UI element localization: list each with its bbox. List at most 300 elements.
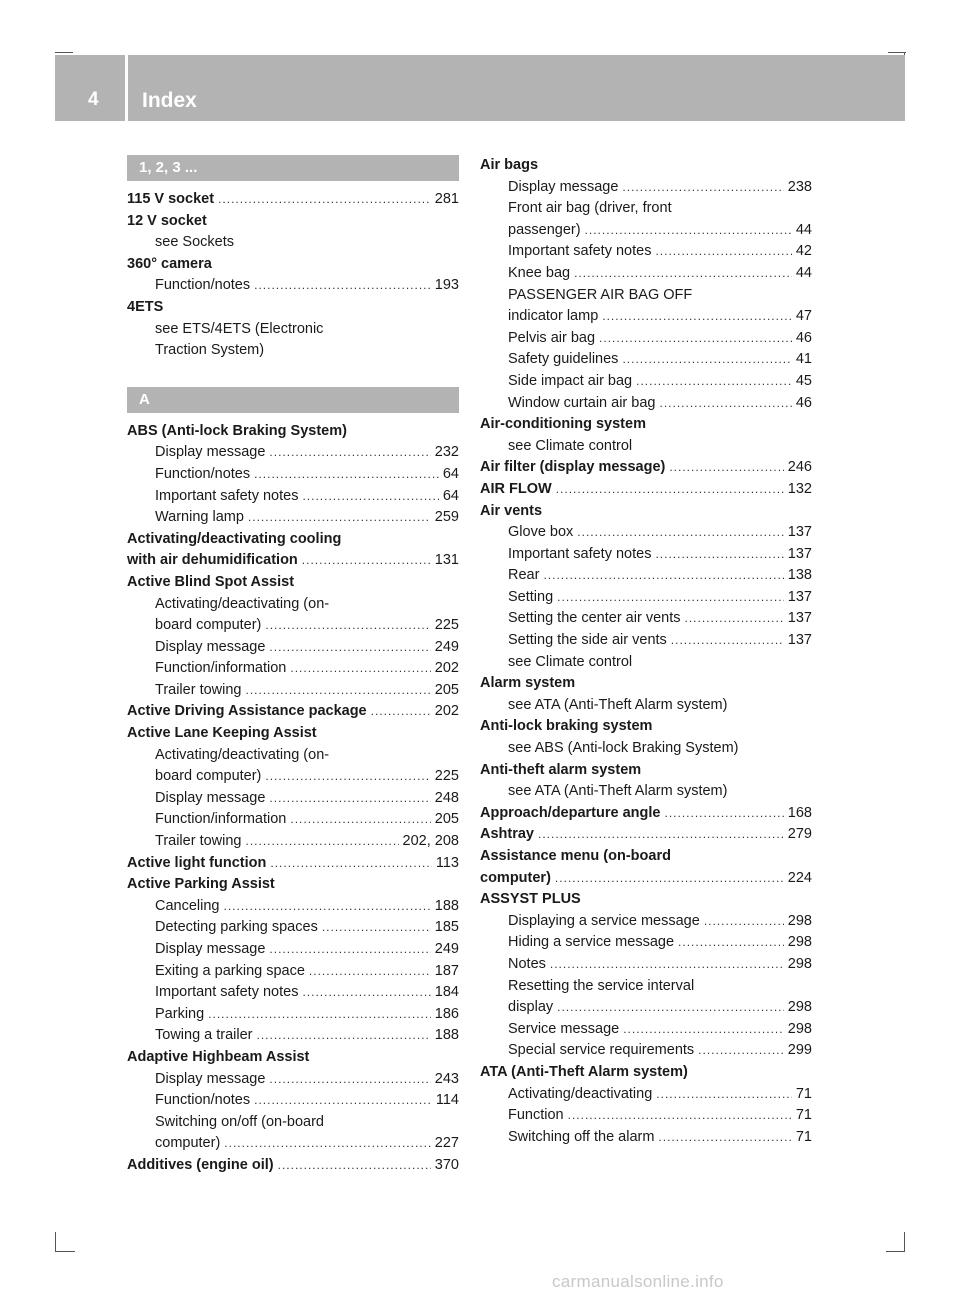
dot-leader	[224, 1133, 431, 1155]
entry-text: AIR FLOW	[480, 480, 552, 497]
index-subentry	[480, 587, 812, 609]
index-subentry	[480, 285, 812, 307]
page-reference: 137	[787, 545, 812, 562]
index-subentry	[127, 1069, 459, 1091]
index-subentry	[480, 393, 812, 415]
index-section-heading: A	[127, 387, 459, 413]
page-reference: 186	[434, 1005, 459, 1022]
entry-text: Important safety notes	[508, 243, 652, 260]
index-entry	[480, 846, 812, 868]
page-reference: 205	[434, 811, 459, 828]
entry-text: see ATA (Anti-Theft Alarm system)	[508, 783, 728, 800]
page-reference: 64	[442, 465, 459, 482]
crop-mark	[55, 1251, 75, 1252]
page-reference: 44	[795, 221, 812, 238]
page-reference: 298	[787, 912, 812, 929]
page-reference: 46	[795, 394, 812, 411]
entry-text: Rear	[508, 567, 540, 584]
entry-text: Hiding a service message	[508, 934, 675, 951]
entry-text: see ABS (Anti-lock Braking System)	[508, 740, 739, 757]
dot-leader	[265, 766, 430, 788]
entry-text: Knee bag	[508, 264, 571, 281]
index-subentry	[480, 349, 812, 371]
index-subentry	[480, 781, 812, 803]
index-entry	[127, 1047, 459, 1069]
page-reference: 184	[434, 984, 459, 1001]
index-subentry	[480, 522, 812, 544]
entry-text: Air filter (display message)	[480, 459, 666, 476]
entry-text: Active Driving Assistance package	[127, 703, 367, 720]
dot-leader	[557, 587, 784, 609]
dot-leader	[248, 507, 431, 529]
entry-text: Additives (engine oil)	[127, 1156, 274, 1173]
entry-text: Function/information	[155, 811, 287, 828]
index-entry	[127, 421, 459, 443]
dot-leader	[269, 939, 430, 961]
index-subentry	[127, 486, 459, 508]
page-reference: 185	[434, 919, 459, 936]
page-reference: 71	[795, 1085, 812, 1102]
entry-text: Notes	[508, 955, 546, 972]
entry-text: board computer)	[155, 617, 262, 634]
index-entry	[480, 1062, 812, 1084]
page-reference: 41	[795, 351, 812, 368]
page-reference: 187	[434, 962, 459, 979]
entry-text: Air bags	[480, 157, 539, 173]
index-subentry	[127, 831, 459, 853]
index-column-right	[480, 155, 812, 1148]
entry-text: Front air bag (driver, front	[508, 200, 672, 217]
index-entry	[127, 211, 459, 233]
entry-text: PASSENGER AIR BAG OFF	[508, 286, 693, 303]
index-subentry	[127, 319, 459, 341]
index-subentry	[480, 695, 812, 717]
entry-text: Traction System)	[155, 342, 265, 359]
index-subentry	[480, 436, 812, 458]
dot-leader	[246, 680, 431, 702]
entry-text: Display message	[155, 1070, 266, 1087]
index-subentry	[127, 232, 459, 254]
index-entry	[480, 760, 812, 782]
page-reference: 281	[434, 191, 459, 207]
index-subentry	[127, 637, 459, 659]
index-entry	[127, 572, 459, 594]
index-entry	[480, 155, 812, 177]
page-reference: 202	[434, 703, 459, 720]
dot-leader	[658, 1127, 791, 1149]
page-reference: 249	[434, 941, 459, 957]
dot-leader	[585, 220, 792, 242]
entry-text: Window curtain air bag	[508, 394, 656, 411]
index-entry	[127, 254, 459, 276]
dot-leader	[622, 177, 783, 199]
page-reference: 202	[434, 660, 459, 677]
page-reference: 137	[787, 610, 812, 627]
entry-text: Display message	[155, 941, 266, 957]
dot-leader	[290, 658, 430, 680]
page-reference: 46	[795, 329, 812, 346]
page-reference: 298	[787, 955, 812, 972]
index-subentry	[480, 1040, 812, 1062]
dot-leader	[660, 393, 792, 415]
page-reference: 64	[442, 487, 459, 504]
watermark: carmanualsonline.info	[552, 1272, 724, 1291]
index-subentry	[127, 896, 459, 918]
index-subentry	[127, 1025, 459, 1047]
entry-text: see ETS/4ETS (Electronic	[155, 320, 324, 337]
entry-text: Adaptive Highbeam Assist	[127, 1048, 310, 1065]
dot-leader	[704, 911, 784, 933]
entry-text: Resetting the service interval	[508, 977, 695, 994]
dot-leader	[322, 917, 431, 939]
entry-text: Important safety notes	[508, 545, 652, 562]
entry-text: Setting	[508, 588, 554, 605]
page-reference: 298	[787, 934, 812, 951]
dot-leader	[208, 1004, 431, 1026]
entry-text: Anti-theft alarm system	[480, 761, 642, 778]
entry-text: Active Blind Spot Assist	[127, 573, 295, 590]
index-subentry	[127, 658, 459, 680]
entry-text: Activating/deactivating	[508, 1085, 653, 1102]
entry-text: Side impact air bag	[508, 372, 633, 389]
entry-text: Function	[508, 1107, 564, 1124]
index-subentry	[480, 198, 812, 220]
entry-text: Display message	[508, 178, 619, 195]
page-reference: 71	[795, 1107, 812, 1124]
dot-leader	[278, 1155, 431, 1177]
index-subentry	[127, 594, 459, 616]
dot-leader	[602, 306, 792, 328]
entry-text: Displaying a service message	[508, 912, 700, 929]
dot-leader	[302, 982, 430, 1004]
index-subentry	[480, 911, 812, 933]
page-reference: 193	[434, 277, 459, 294]
dot-leader	[269, 1069, 430, 1091]
dot-leader	[538, 824, 784, 846]
entry-text: Activating/deactivating (on-	[155, 595, 330, 612]
index-subentry	[480, 630, 812, 652]
dot-leader	[265, 615, 430, 637]
dot-leader	[678, 932, 784, 954]
entry-text: Safety guidelines	[508, 351, 619, 368]
dot-leader	[574, 263, 792, 285]
entry-text: Function/notes	[155, 277, 251, 294]
index-subentry	[480, 565, 812, 587]
page-reference: 113	[435, 854, 459, 871]
index-entry	[480, 716, 812, 738]
dot-leader	[698, 1040, 784, 1062]
page-reference: 225	[434, 617, 459, 634]
entry-text: Setting the center air vents	[508, 610, 681, 627]
crop-mark	[904, 1232, 905, 1252]
page-reference: 243	[434, 1070, 459, 1087]
page-reference: 42	[795, 243, 812, 260]
dot-leader	[309, 961, 431, 983]
dot-leader	[555, 868, 784, 890]
index-subentry	[480, 1127, 812, 1149]
page-reference: 224	[787, 869, 812, 886]
entry-text: Service message	[508, 1020, 620, 1037]
entry-text: computer)	[155, 1135, 221, 1152]
entry-text: Trailer towing	[155, 681, 242, 698]
entry-text: Glove box	[508, 524, 574, 541]
index-subentry	[480, 738, 812, 760]
page-reference: 299	[787, 1042, 812, 1059]
dot-leader	[636, 371, 792, 393]
index-subentry	[480, 263, 812, 285]
entry-text: 115 V socket	[127, 191, 215, 207]
page-reference: 45	[795, 372, 812, 389]
index-entry	[127, 550, 459, 572]
dot-leader	[669, 457, 783, 479]
entry-text: Towing a trailer	[155, 1027, 253, 1044]
index-subentry	[127, 939, 459, 961]
index-entry	[127, 297, 459, 319]
entry-text: Air vents	[480, 502, 543, 519]
index-subentry	[127, 507, 459, 529]
entry-text: Parking	[155, 1005, 205, 1022]
index-entry	[480, 868, 812, 890]
entry-text: passenger)	[508, 221, 581, 238]
page-reference: 205	[434, 681, 459, 698]
entry-text: see Sockets	[155, 234, 234, 251]
entry-text: computer)	[480, 869, 551, 886]
page-reference: 138	[787, 567, 812, 584]
page-reference: 279	[787, 826, 812, 843]
dot-leader	[269, 788, 430, 810]
entry-text: Detecting parking spaces	[155, 919, 318, 936]
index-entry	[480, 803, 812, 825]
index-entry	[480, 479, 812, 501]
index-entry	[480, 457, 812, 479]
dot-leader	[577, 522, 784, 544]
index-subentry	[127, 745, 459, 767]
page-reference: 188	[434, 1027, 459, 1044]
dot-leader	[302, 486, 438, 508]
entry-text: Approach/departure angle	[480, 804, 661, 821]
index-subentry	[480, 1019, 812, 1041]
page-header	[55, 55, 905, 121]
entry-text: Function/information	[155, 660, 287, 677]
dot-leader	[568, 1105, 792, 1127]
page-reference: 232	[434, 444, 459, 461]
page-reference: 137	[787, 588, 812, 605]
entry-text: Anti-lock braking system	[480, 718, 653, 735]
page-reference: 202, 208	[402, 833, 459, 850]
dot-leader	[269, 442, 430, 464]
entry-text: Display message	[155, 444, 266, 461]
dot-leader	[622, 349, 791, 371]
page-reference: 47	[795, 308, 812, 325]
entry-text: Canceling	[155, 897, 220, 914]
index-subentry	[480, 976, 812, 998]
index-entry	[480, 414, 812, 436]
crop-mark	[886, 1251, 905, 1252]
dot-leader	[290, 809, 430, 831]
dot-leader	[550, 954, 784, 976]
entry-text: Display message	[155, 638, 266, 655]
entry-text: Active Parking Assist	[127, 876, 275, 893]
index-entry	[480, 889, 812, 911]
entry-text: Setting the side air vents	[508, 632, 667, 649]
entry-text: Function/notes	[155, 465, 251, 482]
page-reference: 137	[787, 632, 812, 649]
index-subentry	[480, 241, 812, 263]
dot-leader	[257, 1025, 431, 1047]
page-reference: 246	[787, 459, 812, 476]
entry-text: Special service requirements	[508, 1042, 695, 1059]
entry-text: 12 V socket	[127, 212, 207, 229]
index-entry	[127, 874, 459, 896]
index-subentry	[127, 766, 459, 788]
page-reference: 137	[787, 524, 812, 541]
dot-leader	[254, 275, 431, 297]
index-subentry	[480, 306, 812, 328]
entry-text: Warning lamp	[155, 509, 244, 526]
dot-leader	[254, 464, 439, 486]
index-entry	[127, 723, 459, 745]
dot-leader	[671, 630, 784, 652]
index-subentry	[480, 1105, 812, 1127]
index-subentry	[480, 220, 812, 242]
page-number: 4	[88, 89, 99, 110]
entry-text: Alarm system	[480, 675, 576, 692]
dot-leader	[224, 896, 431, 918]
index-subentry	[127, 680, 459, 702]
page-reference: 370	[434, 1156, 459, 1173]
index-subentry	[127, 1090, 459, 1112]
entry-text: Active light function	[127, 854, 267, 871]
page-reference: 71	[795, 1128, 812, 1145]
index-subentry	[127, 1133, 459, 1155]
page-reference: 259	[434, 509, 459, 526]
dot-leader	[656, 1084, 792, 1106]
index-subentry	[127, 982, 459, 1004]
entry-text: Activating/deactivating cooling	[127, 530, 342, 547]
entry-text: ABS (Anti-lock Braking System)	[127, 422, 347, 439]
entry-text: see Climate control	[508, 437, 633, 454]
dot-leader	[685, 608, 784, 630]
entry-text: 4ETS	[127, 298, 164, 315]
page-reference: 227	[434, 1135, 459, 1152]
index-subentry	[480, 608, 812, 630]
page-reference: 298	[787, 999, 812, 1016]
index-entry	[127, 189, 459, 211]
entry-text: Trailer towing	[155, 833, 242, 850]
entry-text: Important safety notes	[155, 984, 299, 1001]
dot-leader	[556, 479, 784, 501]
index-entry	[480, 673, 812, 695]
index-subentry	[127, 340, 459, 362]
dot-leader	[599, 328, 792, 350]
index-entry	[127, 529, 459, 551]
page-reference: 131	[434, 552, 459, 569]
index-subentry	[480, 1084, 812, 1106]
index-subentry	[127, 809, 459, 831]
dot-leader	[302, 550, 431, 572]
index-subentry	[127, 917, 459, 939]
entry-text: Pelvis air bag	[508, 329, 596, 346]
entry-text: indicator lamp	[508, 308, 599, 325]
entry-text: Switching on/off (on-board	[155, 1113, 325, 1130]
index-subentry	[127, 788, 459, 810]
index-subentry	[480, 954, 812, 976]
entry-text: Assistance menu (on-board	[480, 848, 671, 864]
page-reference: 114	[435, 1092, 459, 1109]
index-entry	[127, 701, 459, 723]
dot-leader	[664, 803, 783, 825]
entry-text: board computer)	[155, 768, 262, 785]
entry-text: Active Lane Keeping Assist	[127, 725, 317, 742]
page-reference: 168	[787, 804, 812, 821]
index-entry	[480, 501, 812, 523]
dot-leader	[557, 997, 784, 1019]
entry-text: Important safety notes	[155, 487, 299, 504]
dot-leader	[371, 701, 431, 723]
index-entry	[480, 824, 812, 846]
dot-leader	[543, 565, 783, 587]
header-divider	[125, 55, 128, 121]
entry-text: Function/notes	[155, 1092, 251, 1109]
entry-text: Switching off the alarm	[508, 1128, 655, 1145]
dot-leader	[270, 853, 432, 875]
page-reference: 248	[434, 789, 459, 806]
index-column-left	[127, 155, 459, 1177]
dot-leader	[254, 1090, 432, 1112]
index-subentry	[127, 1004, 459, 1026]
dot-leader	[246, 831, 399, 853]
index-subentry	[480, 371, 812, 393]
index-section-heading: 1, 2, 3 ...	[127, 155, 459, 181]
index-subentry	[127, 615, 459, 637]
entry-text: display	[508, 999, 554, 1016]
page-reference: 225	[434, 768, 459, 785]
page-reference: 44	[795, 264, 812, 281]
index-entry	[127, 1155, 459, 1177]
index-subentry	[480, 544, 812, 566]
index-subentry	[127, 442, 459, 464]
entry-text: see ATA (Anti-Theft Alarm system)	[508, 696, 728, 713]
entry-text: Air-conditioning system	[480, 416, 646, 433]
index-entry	[127, 853, 459, 875]
index-subentry	[127, 1112, 459, 1134]
entry-text: 360° camera	[127, 255, 212, 272]
index-subentry	[480, 652, 812, 674]
entry-text: with air dehumidification	[127, 552, 298, 569]
entry-text: ASSYST PLUS	[480, 891, 581, 908]
page-reference: 132	[787, 480, 812, 497]
dot-leader	[655, 544, 783, 566]
entry-text: Activating/deactivating (on-	[155, 746, 330, 763]
dot-leader	[269, 637, 430, 659]
index-subentry	[127, 464, 459, 486]
dot-leader	[218, 189, 431, 211]
index-subentry	[127, 961, 459, 983]
entry-text: ATA (Anti-Theft Alarm system)	[480, 1063, 688, 1080]
crop-mark	[55, 52, 73, 53]
dot-leader	[623, 1019, 784, 1041]
dot-leader	[655, 241, 791, 263]
entry-text: Display message	[155, 789, 266, 806]
index-subentry	[480, 177, 812, 199]
page-reference: 238	[787, 178, 812, 195]
index-subentry	[127, 275, 459, 297]
crop-mark	[55, 1232, 56, 1252]
page-title: Index	[142, 89, 197, 112]
page-reference: 298	[787, 1020, 812, 1037]
page-reference: 249	[434, 638, 459, 655]
entry-text: Exiting a parking space	[155, 962, 305, 979]
